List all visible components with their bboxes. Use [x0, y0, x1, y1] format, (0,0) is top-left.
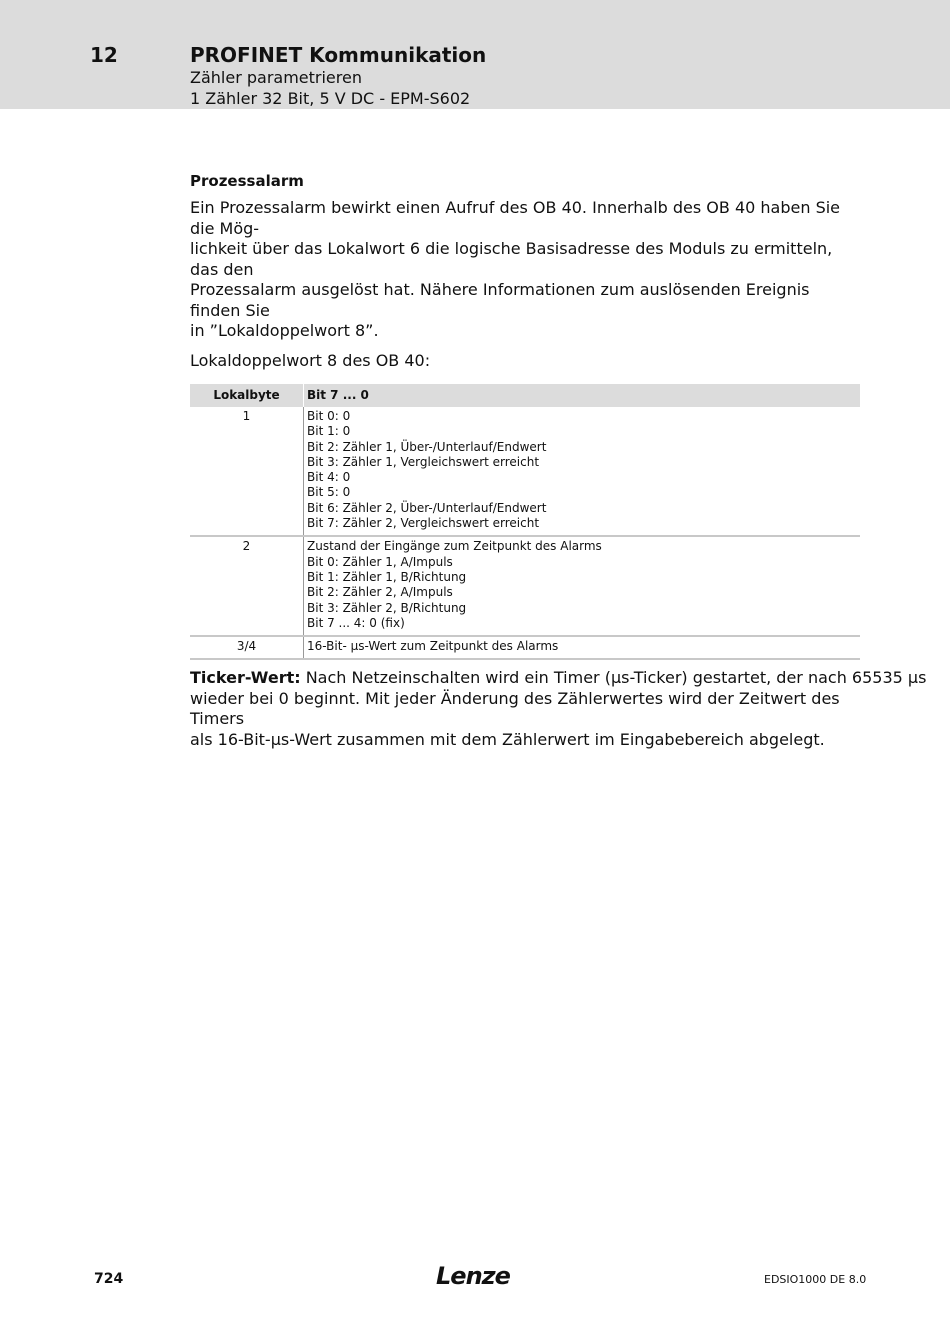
ticker-line: wieder bei 0 beginnt. Mit jeder Änderung des Zählerwertes wird der Zeitwert des Timers [190, 688, 840, 729]
ticker-label: Ticker-Wert: [190, 668, 301, 688]
lenze-logo: Lenze [436, 1262, 510, 1290]
table-header-row [190, 384, 860, 407]
intro-line: in ”Lokaldoppelwort 8”. [190, 321, 379, 340]
main-content [190, 172, 927, 750]
lokalbyte-cell: 2 [190, 536, 304, 636]
table-row [190, 407, 860, 536]
bit-line: Zustand der Eingänge zum Zeitpunkt des Alarms [307, 539, 602, 554]
bit-line: Bit 2: Zähler 1, Über-/Unterlauf/Endwert [307, 439, 547, 454]
bit-line: Bit 7: Zähler 2, Vergleichswert erreicht [307, 516, 540, 531]
bit-line: Bit 3: Zähler 1, Vergleichswert erreicht [307, 454, 540, 469]
ticker-paragraph [190, 668, 927, 750]
bit-line: Bit 0: 0 [307, 409, 351, 423]
bit-line: 16-Bit- µs-Wert zum Zeitpunkt des Alarms [307, 639, 559, 654]
module-subtitle: 1 Zähler 32 Bit, 5 V DC - EPM-S602 [190, 89, 471, 108]
document-id: EDSIO1000 DE 8.0 [764, 1273, 867, 1286]
bits-cell [304, 536, 861, 636]
lokaldoppelwort-table [190, 384, 860, 660]
bit-line: Bit 6: Zähler 2, Über-/Unterlauf/Endwert [307, 500, 547, 515]
intro-line: lichkeit über das Lokalwort 6 die logische Basisadresse des Moduls zu ermitteln, das den [190, 239, 833, 279]
bit-line: Bit 1: 0 [307, 424, 351, 439]
lokalbyte-cell: 1 [190, 407, 304, 536]
table-caption: Lokaldoppelwort 8 des OB 40: [190, 350, 431, 370]
chapter-number: 12 [90, 43, 118, 67]
intro-line: Prozessalarm ausgelöst hat. Nähere Informationen zum auslösenden Ereignis finden Sie [190, 280, 810, 320]
bit-line: Bit 1: Zähler 1, B/Richtung [307, 569, 467, 584]
page-number: 724 [94, 1271, 124, 1287]
bits-cell [304, 636, 861, 659]
intro-paragraph [190, 198, 860, 342]
bit-line: Bit 0: Zähler 1, A/Impuls [307, 554, 453, 569]
ticker-line: Nach Netzeinschalten wird ein Timer (µs-Ticker) gestartet, der nach 65535 µs [300, 668, 927, 688]
section-subtitle: Zähler parametrieren [190, 68, 362, 87]
bit-line: Bit 3: Zähler 2, B/Richtung [307, 600, 467, 615]
table-row [190, 536, 860, 636]
bits-cell [304, 407, 861, 536]
column-header-lokalbyte: Lokalbyte [190, 384, 304, 407]
column-header-bits: Bit 7 ... 0 [304, 384, 861, 407]
section-heading: Prozessalarm [190, 172, 304, 190]
bit-line: Bit 4: 0 [307, 470, 351, 485]
intro-line: Ein Prozessalarm bewirkt einen Aufruf des OB 40. Innerhalb des OB 40 haben Sie die Mög- [190, 198, 841, 238]
ticker-first-line [190, 668, 927, 689]
bit-line: Bit 5: 0 [307, 485, 351, 500]
chapter-title: PROFINET Kommunikation [190, 43, 487, 67]
lokalbyte-cell: 3/4 [190, 636, 304, 659]
bit-line: Bit 2: Zähler 2, A/Impuls [307, 585, 453, 600]
ticker-line: als 16-Bit-µs-Wert zusammen mit dem Zählerwert im Eingabebereich abgelegt. [190, 729, 825, 749]
bit-line: Bit 7 ... 4: 0 (fix) [307, 615, 405, 630]
table-row [190, 636, 860, 659]
